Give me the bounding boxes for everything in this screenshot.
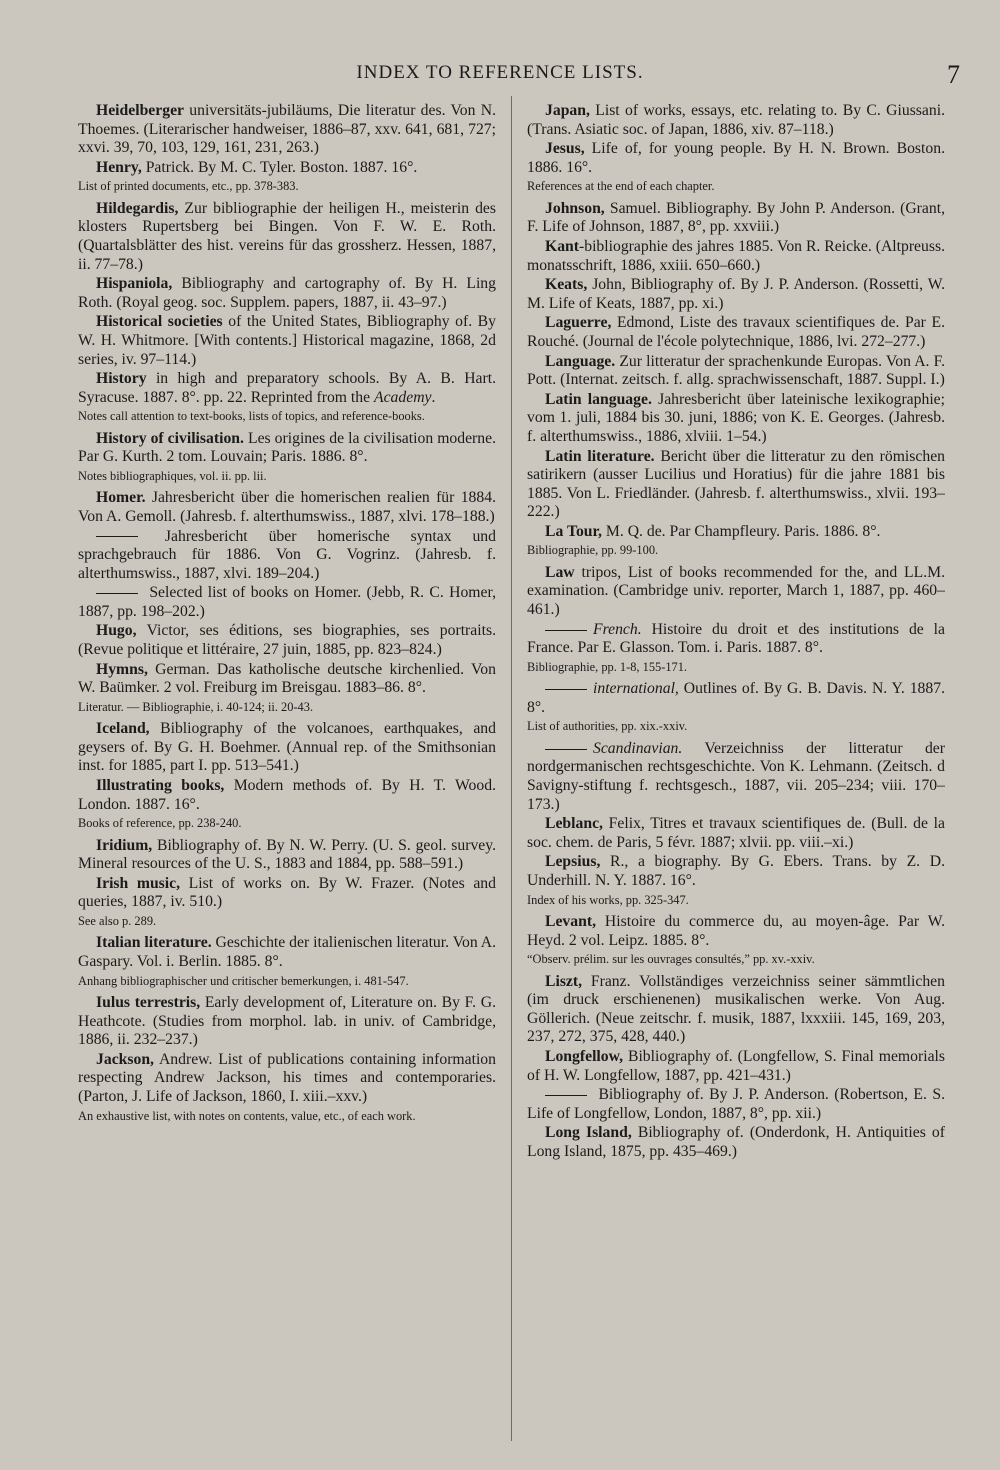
entry-note: Notes call attention to text-books, lists of topics, and reference-books. — [78, 409, 425, 424]
index-entry — [78, 934, 496, 971]
index-entry — [78, 528, 496, 584]
entry-heading: Hugo, — [96, 622, 137, 640]
entry-text: in high and preparatory schools. By A. B. Hart. Syracuse. 1887. 8°. pp. 22. Reprinted from the — [78, 370, 496, 406]
index-entry — [527, 238, 945, 275]
entry-note: List of printed documents, etc., pp. 378-383. — [78, 179, 299, 194]
entry-italic-title: Academy — [374, 388, 432, 406]
entry-text: Zur litteratur der sprachenkunde Europas. Von A. F. Pott. (Internat. zeitsch. f. allg. sprachwissenschaft, 1887. Suppl. I.) — [527, 352, 945, 389]
index-entry — [527, 913, 945, 950]
entry-text-after: . — [431, 388, 436, 406]
entry-heading: La Tour, — [545, 522, 602, 540]
entry-heading: Language. — [545, 352, 616, 370]
index-entry — [78, 661, 496, 698]
entry-text: Bibliography of. By N. W. Perry. (U. S. geol. survey. Mineral resources of the U. S., 1883 and 1884, pp. 588–591.) — [78, 836, 496, 873]
entry-note: List of authorities, pp. xix.-xxiv. — [527, 719, 688, 734]
index-entry — [78, 837, 496, 874]
entry-heading: Jesus, — [545, 140, 585, 158]
index-entry — [527, 314, 945, 351]
index-entry — [527, 1086, 945, 1123]
index-entry — [527, 564, 945, 620]
entry-text: tripos, List of books recommended for the, and LL.M. examination. (Cambridge univ. reporter, March 1, 1887, pp. 460–461.) — [527, 563, 945, 619]
entry-heading: Hildegardis, — [96, 199, 179, 217]
entry-note: An exhaustive list, with notes on contents, value, etc., of each work. — [78, 1108, 416, 1123]
ditto-dash — [545, 1095, 587, 1096]
entry-text: R., a biography. By G. Ebers. Trans. by Z. D. Underhill. N. Y. 1887. 16°. — [527, 853, 945, 889]
entry-heading: Latin language. — [545, 390, 652, 408]
entry-text: Bibliography of. By J. P. Anderson. (Robertson, E. S. Life of Longfellow, London, 1887, 8°, pp. xii.) — [527, 1086, 945, 1122]
entry-text: Jahresbericht über homerische syntax und sprachgebrauch für 1886. Von G. Vogrinz. (Jahresb. f. alterthumswiss., 1887, xlvi. 189–204.) — [78, 527, 496, 582]
column-divider — [511, 96, 512, 1441]
entry-heading: Italian literature. — [96, 934, 212, 952]
entry-text: Patrick. By M. C. Tyler. Boston. 1887. 16°. — [141, 158, 418, 176]
index-entry — [78, 584, 496, 621]
entry-note: Bibliographie, pp. 99-100. — [527, 543, 659, 558]
entry-text: Jahresbericht über lateinische lexikographie; vom 1. juli, 1884 bis 30. juni, 1886; von K. E. Georges. (Jahresb. f. alterthumswiss., 1886, xlviii. 1–54.) — [527, 390, 945, 445]
index-entry — [527, 621, 945, 658]
entry-heading: Johnson, — [545, 199, 605, 217]
index-entry — [78, 275, 496, 312]
entry-heading: Levant, — [545, 913, 596, 930]
page-number: 7 — [947, 60, 960, 89]
entry-text: -bibliographie des jahres 1885. Von R. Reicke. (Altpreuss. monatsschrift, 1886, xxiii. 650–660.) — [527, 237, 945, 274]
index-entry — [527, 102, 945, 139]
entry-text: Verzeichniss der litteratur der nordgermanischen rechtsgeschichte. Von K. Lehmann. (Zeitsch. d Savigny-stiftung f. rechtsgesch., 1887, vii. 205–234; viii. 170–173.) — [527, 739, 945, 813]
entry-text: of the United States, Bibliography of. By W. H. Whitmore. [With contents.] Historical magazine, 1868, 2d series, iv. 97–114.) — [78, 313, 496, 368]
entry-text: Felix, Titres et travaux scientifiques de. (Bull. de la soc. chem. de Paris, 5 févr. 1887; xlvii. pp. viii.–xi.) — [527, 815, 945, 851]
entry-heading: Longfellow, — [545, 1047, 624, 1065]
entry-text: Zur bibliographie der heiligen H., meisterin des klosters Rupertsberg bei Bingen. Von F. W. E. Roth. (Quartalsblätter des hist. vereins für das grossherz. Hessen, 1887, ii. 77–78.) — [78, 199, 496, 273]
entry-subheading: international, — [593, 680, 679, 698]
index-entry — [527, 1124, 945, 1161]
left-column — [78, 102, 496, 1447]
index-entry — [78, 489, 496, 526]
entry-heading: Irish music, — [96, 874, 181, 892]
entry-text: Franz. Vollständiges verzeichniss seiner sämmtlichen (im druck erschienenen) musikalischen werke. Von Aug. Göllerich. (Neue zeitschr. f. musik, 1887, lxxxiii. 145, 169, 203, 237, 272, 375, 428, 440.) — [527, 972, 945, 1046]
index-entry — [78, 777, 496, 814]
index-entry — [78, 1051, 496, 1107]
index-entry — [78, 720, 496, 776]
entry-note: “Observ. prélim. sur les ouvrages consultés,” pp. xv.-xxiv. — [527, 952, 815, 967]
ditto-dash — [545, 630, 587, 631]
entry-text: Les origines de la civilisation moderne. Par G. Kurth. 2 tom. Louvain; Paris. 1886. 8°. — [78, 429, 496, 466]
index-entry — [527, 973, 945, 1047]
entry-heading: Japan, — [545, 102, 590, 119]
entry-heading: Long Island, — [545, 1124, 632, 1142]
running-title: INDEX TO REFERENCE LISTS. — [356, 62, 644, 83]
entry-heading: Jackson, — [96, 1050, 154, 1068]
entry-text: Histoire du droit et des institutions de la France. Par E. Glasson. Tom. i. Paris. 1887. 8°. — [527, 620, 945, 657]
index-entry — [78, 430, 496, 467]
entry-heading: Historical societies — [96, 313, 223, 331]
ditto-dash — [545, 689, 587, 690]
entry-heading: Leblanc, — [545, 815, 603, 833]
entry-subheading: Scandinavian. — [593, 739, 683, 757]
entry-text: German. Das katholische deutsche kirchenlied. Von W. Baümker. 2 vol. Freiburg im Breisgau. 1883–86. 8°. — [78, 660, 496, 697]
entry-note: References at the end of each chapter. — [527, 179, 715, 194]
index-entry — [527, 523, 945, 542]
entry-heading: Latin literature. — [545, 447, 655, 465]
entry-heading: History — [96, 370, 147, 388]
entry-note: Literatur. — Bibliographie, i. 40-124; ii. 20-43. — [78, 699, 314, 714]
entry-text: Modern methods of. By H. T. Wood. London. 1887. 16°. — [78, 777, 496, 813]
entry-heading: Law — [545, 563, 575, 581]
ditto-dash — [96, 593, 138, 594]
entry-heading: Heidelberger — [96, 102, 184, 119]
entry-heading: Laguerre, — [545, 314, 612, 332]
entry-heading: Kant — [545, 237, 579, 255]
index-entry — [78, 102, 496, 158]
entry-text: Early development of, Literature on. By F. G. Heathcote. (Studies from morphol. lab. in univ. of Cambridge, 1886, ii. 232–237.) — [78, 994, 496, 1049]
entry-text: Andrew. List of publications containing information respecting Andrew Jackson, his times and contemporaries. (Parton, J. Life of Jackson, 1860, I. xiii.–xxv.) — [78, 1050, 496, 1105]
entry-text: Victor, ses éditions, ses biographies, ses portraits. (Revue politique et littéraire, 27 juin, 1885, pp. 823–824.) — [78, 622, 496, 659]
entry-text: Samuel. Bibliography. By John P. Anderson. (Grant, F. Life of Johnson, 1887, 8°, pp. xxviii.) — [527, 199, 945, 236]
entry-text: Bibliography and cartography of. By H. Ling Roth. (Royal geog. soc. Supplem. papers, 1887, ii. 43–97.) — [78, 275, 496, 311]
index-entry — [78, 370, 496, 407]
entry-note: Books of reference, pp. 238-240. — [78, 816, 242, 831]
index-entry — [527, 200, 945, 237]
entry-heading: Hispaniola, — [96, 275, 173, 293]
entry-heading: Hymns, — [96, 660, 148, 678]
entry-text: Histoire du commerce du, au moyen-âge. Par W. Heyd. 2 vol. Leipz. 1885. 8°. — [527, 913, 945, 949]
entry-note: Anhang bibliographischer und critischer bemerkungen, i. 481-547. — [78, 973, 409, 988]
index-entry — [78, 994, 496, 1050]
entry-text: Bibliography of. (Onderdonk, H. Antiquities of Long Island, 1875, pp. 435–469.) — [527, 1124, 945, 1160]
entry-heading: Liszt, — [545, 972, 583, 990]
entry-text: universitäts-jubiläums, Die literatur des. Von N. Thoemes. (Literarischer handweiser, 1886–87, xxv. 641, 681, 727; xxvi. 39, 70, 103, 129, 161, 231, 263.) — [78, 102, 496, 157]
index-entry — [78, 875, 496, 912]
entry-heading: Iridium, — [96, 836, 153, 854]
entry-heading: Henry, — [96, 158, 142, 176]
entry-text: List of works, essays, etc. relating to. By C. Giussani. (Trans. Asiatic soc. of Japan, 1886, xiv. 87–118.) — [527, 102, 945, 138]
entry-subheading: French. — [593, 620, 642, 638]
index-entry — [527, 815, 945, 852]
entry-text: Bericht über die litteratur zu den römischen satirikern (ausser Lucilius und Horatius) für die jahre 1881 bis 1885. Von L. Friedländer. (Jahresb. f. alterthumswiss., xlvii. 193–222.) — [527, 447, 945, 521]
entry-text: Bibliography of the volcanoes, earthquakes, and geysers of. By G. H. Boehmer. (Annual rep. of the Smithsonian inst. for 1885, part I. pp. 513–541.) — [78, 720, 496, 775]
entry-text: M. Q. de. Par Champfleury. Paris. 1886. 8°. — [601, 522, 881, 540]
entry-text: Bibliography of. (Longfellow, S. Final memorials of H. W. Longfellow, 1887, pp. 421–431.) — [527, 1047, 945, 1084]
entry-text: Selected list of books on Homer. (Jebb, R. C. Homer, 1887, pp. 198–202.) — [78, 584, 496, 620]
entry-note: Index of his works, pp. 325-347. — [527, 892, 689, 907]
index-entry — [78, 159, 496, 178]
index-entry — [527, 1048, 945, 1085]
entry-heading: Iceland, — [96, 720, 150, 738]
entry-text: Geschichte der italienischen literatur. Von A. Gaspary. Vol. i. Berlin. 1885. 8°. — [78, 934, 496, 970]
index-entry — [527, 740, 945, 814]
index-entry — [527, 853, 945, 890]
index-entry — [527, 680, 945, 717]
index-entry — [527, 353, 945, 390]
entry-heading: Homer. — [96, 489, 146, 507]
entry-heading: History of civilisation. — [96, 429, 244, 447]
ditto-dash — [545, 749, 587, 750]
index-entry — [78, 313, 496, 369]
entry-text: Outlines of. By G. B. Davis. N. Y. 1887. 8°. — [527, 680, 945, 716]
index-entry — [78, 622, 496, 659]
index-entry — [527, 276, 945, 313]
entry-note: Bibliographie, pp. 1-8, 155-171. — [527, 659, 688, 674]
entry-heading: Lepsius, — [545, 853, 601, 871]
ditto-dash — [96, 536, 138, 537]
right-column — [527, 102, 945, 1447]
index-entry — [527, 391, 945, 447]
index-entry — [527, 448, 945, 522]
entry-text: John, Bibliography of. By J. P. Anderson. (Rossetti, W. M. Life of Keats, 1887, pp. xi.) — [527, 276, 945, 312]
entry-heading: Iulus terrestris, — [96, 994, 201, 1011]
entry-note: Notes bibliographiques, vol. ii. pp. lii. — [78, 468, 267, 483]
entry-text: List of works on. By W. Frazer. (Notes and queries, 1887, iv. 510.) — [78, 874, 496, 911]
index-entry — [78, 200, 496, 274]
entry-note: See also p. 289. — [78, 914, 157, 928]
index-entry — [527, 140, 945, 177]
entry-text: Jahresbericht über die homerischen realien für 1884. Von A. Gemoll. (Jahresb. f. alterthumswiss., 1887, xlvi. 178–188.) — [78, 489, 496, 525]
entry-heading: Keats, — [545, 276, 588, 294]
entry-text: Life of, for young people. By H. N. Brown. Boston. 1886. 16°. — [527, 140, 945, 176]
entry-heading: Illustrating books, — [96, 777, 225, 795]
entry-text: Edmond, Liste des travaux scientifiques de. Par E. Rouché. (Journal de l'école polytechnique, 1886, lvi. 272–277.) — [527, 314, 945, 350]
